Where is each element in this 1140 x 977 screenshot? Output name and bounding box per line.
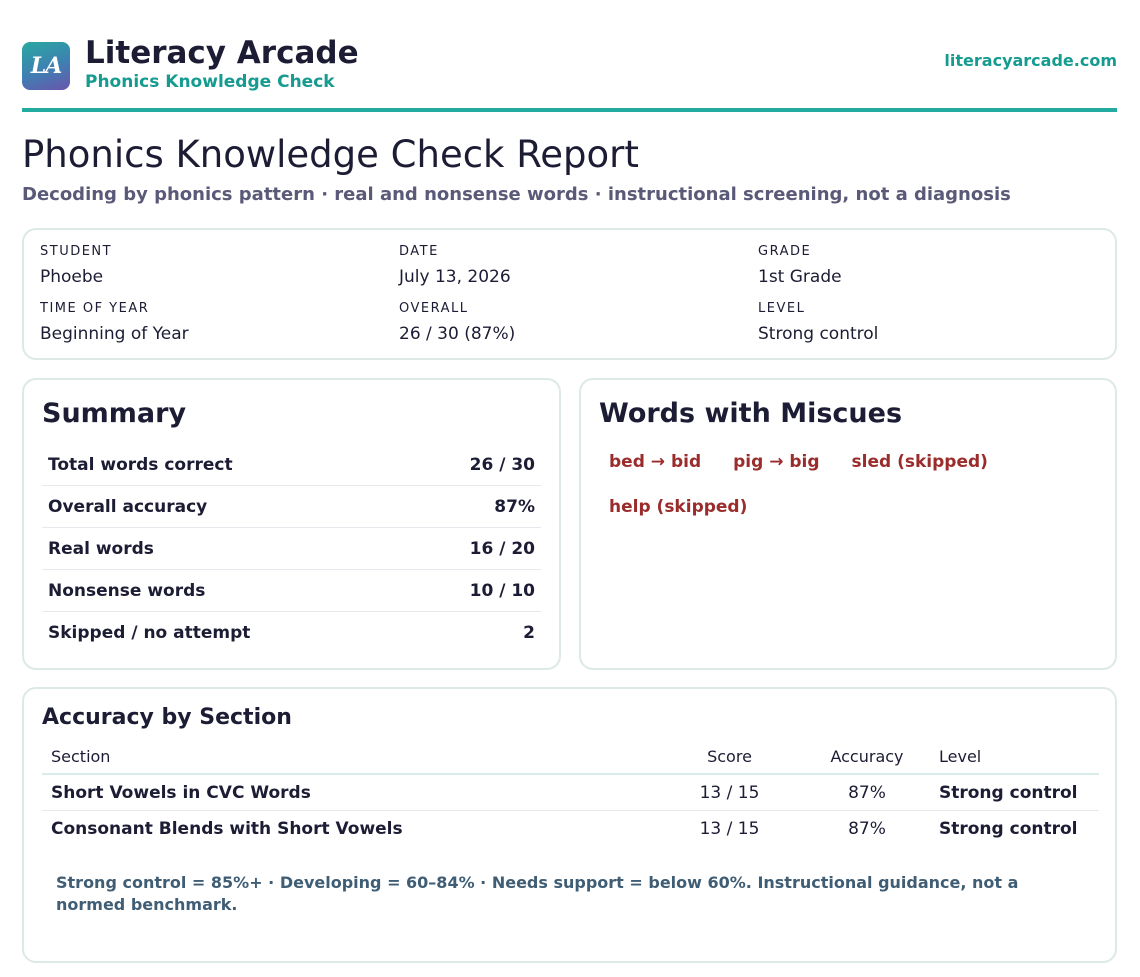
- summary-row: [42, 486, 541, 528]
- summary-row-label: Real words: [48, 538, 154, 559]
- site-link[interactable]: literacyarcade.com: [944, 51, 1117, 70]
- section-accuracy: 87%: [848, 783, 886, 803]
- summary-row: [42, 612, 541, 654]
- summary-row-label: Overall accuracy: [48, 496, 208, 517]
- summary-row-label: Total words correct: [48, 454, 233, 475]
- miscue-item: help (skipped): [609, 497, 748, 517]
- summary-row: [42, 528, 541, 570]
- table-row: [42, 775, 1099, 811]
- time-of-year-label: TIME OF YEAR: [40, 301, 150, 316]
- student-label: STUDENT: [40, 244, 113, 259]
- level-value: Strong control: [758, 324, 879, 344]
- summary-row-label: Skipped / no attempt: [48, 623, 251, 643]
- section-level: Strong control: [939, 819, 1078, 839]
- level-legend-note: Strong control = 85%+ · Developing = 60–84% · Needs support = below 60%. Instructional guidance, not a normed benchmark.: [56, 873, 1019, 914]
- column-header-level: Level: [939, 747, 982, 766]
- summary-row-value: 26 / 30: [469, 454, 535, 475]
- grade-label: GRADE: [758, 244, 812, 259]
- logo-text: LA: [30, 53, 62, 79]
- miscues-card: [579, 378, 1117, 670]
- summary-card: [22, 378, 561, 670]
- miscues-heading: Words with Miscues: [599, 398, 903, 429]
- summary-row-value: 2: [523, 623, 535, 643]
- summary-row-value: 10 / 10: [469, 580, 535, 601]
- time-of-year-value: Beginning of Year: [40, 324, 189, 344]
- time-of-year-field: [40, 301, 189, 345]
- page-subtitle: Decoding by phonics pattern · real and nonsense words · instructional screening, not a diagnosis: [22, 184, 1011, 205]
- section-accuracy-card: [22, 687, 1117, 963]
- section-name: Short Vowels in CVC Words: [51, 783, 311, 803]
- overall-label: OVERALL: [399, 301, 469, 316]
- summary-row-label: Nonsense words: [48, 580, 206, 601]
- student-field: [40, 244, 112, 288]
- grade-value: 1st Grade: [758, 267, 842, 287]
- grade-field: [758, 244, 842, 288]
- level-field: [758, 301, 878, 345]
- overall-value: 26 / 30 (87%): [399, 324, 516, 344]
- date-label: DATE: [399, 244, 439, 259]
- miscue-list: [599, 440, 1079, 530]
- date-field: [399, 244, 511, 288]
- logo-icon: [22, 42, 70, 90]
- header-divider: [22, 108, 1117, 112]
- column-header-score: Score: [707, 747, 752, 766]
- brand-title: Literacy Arcade: [85, 35, 359, 71]
- column-header-section: Section: [51, 747, 111, 766]
- section-score: 13 / 15: [699, 819, 760, 839]
- section-table: [42, 739, 1099, 847]
- miscue-item: bed → bid: [609, 452, 702, 472]
- column-header-accuracy: Accuracy: [830, 747, 904, 766]
- section-accuracy: 87%: [848, 819, 886, 839]
- section-level: Strong control: [939, 783, 1078, 803]
- overall-field: [399, 301, 515, 345]
- section-name: Consonant Blends with Short Vowels: [51, 819, 403, 839]
- table-header-row: [42, 739, 1099, 775]
- table-row: [42, 811, 1099, 847]
- summary-list: [42, 444, 541, 654]
- page-title: Phonics Knowledge Check Report: [22, 133, 639, 176]
- section-accuracy-heading: Accuracy by Section: [42, 705, 292, 730]
- student-info-card: [22, 228, 1117, 360]
- summary-row: [42, 570, 541, 612]
- level-label: LEVEL: [758, 301, 806, 316]
- date-value: July 13, 2026: [399, 267, 511, 287]
- header: [22, 30, 1117, 110]
- summary-heading: Summary: [42, 398, 187, 429]
- miscue-item: sled (skipped): [851, 452, 988, 472]
- brand-subtitle: Phonics Knowledge Check: [85, 72, 335, 92]
- miscue-item: pig → big: [733, 452, 820, 472]
- summary-row-value: 16 / 20: [469, 538, 535, 559]
- summary-row: [42, 444, 541, 486]
- student-value: Phoebe: [40, 267, 104, 287]
- summary-row-value: 87%: [494, 496, 535, 517]
- section-score: 13 / 15: [699, 783, 760, 803]
